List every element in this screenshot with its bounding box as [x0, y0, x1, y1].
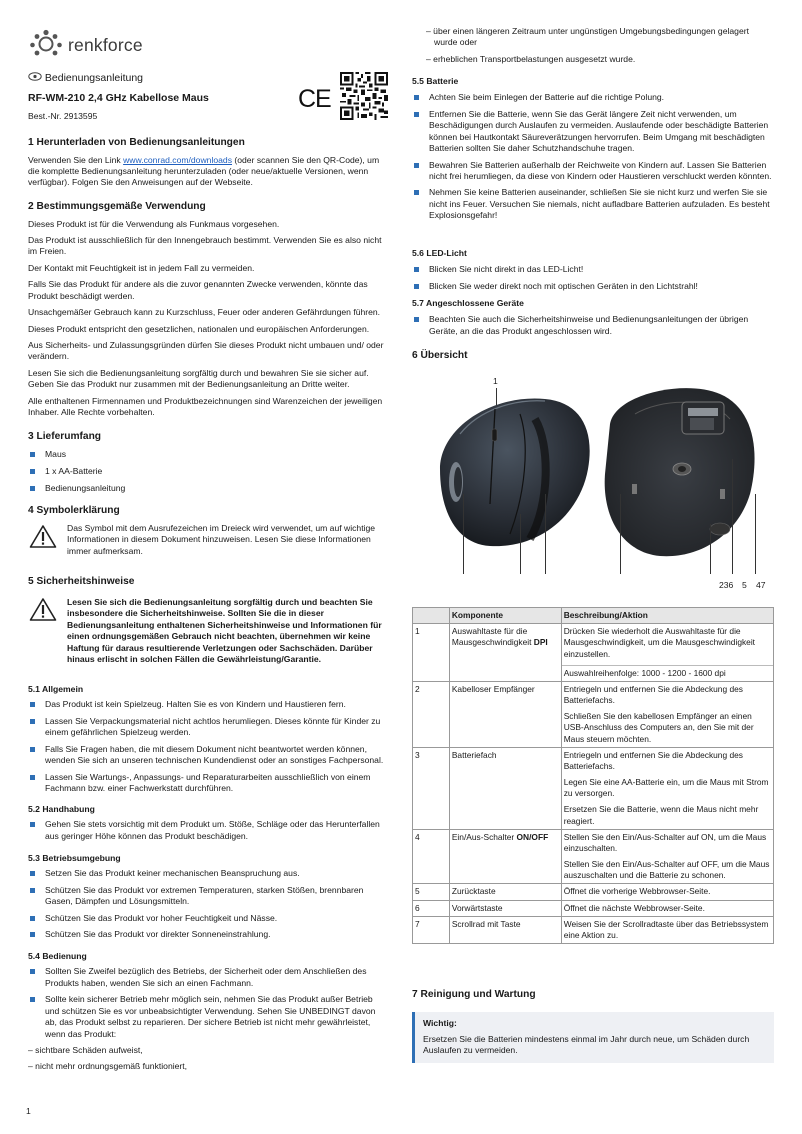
dash-item: – über einen längeren Zeitraum unter ungünstigen Umgebungsbedingungen gelagert wurde oder — [426, 26, 749, 48]
dash-item: – erheblichen Transportbelastungen ausgesetzt wurde. — [426, 53, 636, 64]
callout-line — [732, 459, 733, 574]
section-5-3 — [28, 853, 384, 946]
important-note-box — [412, 1012, 774, 1063]
desc-line: Schließen Sie den kabellosen Empfänger an einen USB-Anschluss des Computers an, den Sie mit der Maus steuern möchten. — [563, 711, 754, 744]
s1-text-post: (oder scannen Sie den QR-Code), um die komplette Bedienungsanleitung herunterzuladen (oder neue/aktuelle Versionen, wenn verfügbar). Folgen Sie den Anweisungen auf der Webseite. — [28, 154, 380, 188]
section-5-7-title: 5.7 Angeschlossene Geräte — [412, 298, 524, 308]
brand-logo — [28, 29, 168, 59]
section-2-title: 2 Bestimmungsgemäße Verwendung — [28, 201, 206, 212]
important-note-text: Ersetzen Sie die Batterien mindestens einmal im Jahr durch neue, um Schäden durch Auslaufen zu vermeiden. — [423, 1033, 750, 1056]
table-cell-desc — [561, 829, 773, 884]
table-row — [413, 624, 774, 682]
table-cell-num: 7 — [413, 916, 450, 943]
list-item: Schützen Sie das Produkt vor direkter Sonneneinstrahlung. — [28, 929, 384, 940]
list-item: Falls Sie Fragen haben, die mit diesem Dokument nicht beantwortet werden können, wenden Sie sich an unseren technischen Kundendienst oder an sonstiges Fachpersonal. — [28, 744, 384, 767]
callout-label-1: 1 — [493, 376, 498, 386]
mouse-overview-figure — [420, 374, 770, 590]
table-row — [413, 900, 774, 916]
section-4-title: 4 Symbolerklärung — [28, 505, 120, 516]
section-5-6-title: 5.6 LED-Licht — [412, 248, 467, 258]
table-cell-component: Batteriefach — [449, 747, 561, 829]
list-item: Sollten Sie Zweifel bezüglich des Betriebs, der Sicherheit oder dem Anschließen des Produkts haben, wenden Sie sich an einen Fachmann. — [28, 966, 384, 989]
devices-list — [412, 314, 774, 337]
section-5-5 — [412, 76, 774, 227]
paragraph: Der Kontakt mit Feuchtigkeit ist in jedem Fall zu vermeiden. — [28, 262, 255, 273]
table-row — [413, 747, 774, 829]
table-cell-component: Scrollrad mit Taste — [449, 916, 561, 943]
operation-list-continued — [426, 26, 774, 70]
desc-line: Legen Sie eine AA-Batterie ein, um die Maus mit Strom zu versorgen. — [563, 777, 769, 799]
callout-line — [620, 494, 621, 574]
table-cell-desc — [561, 681, 773, 747]
list-item: Lassen Sie Wartungs-, Anpassungs- und Reparaturarbeiten ausschließlich von einem Fachmann bzw. einer Fachwerkstatt durchführen. — [28, 772, 384, 795]
desc-line: Entriegeln und entfernen Sie die Abdeckung des Batteriefachs. — [563, 683, 743, 706]
paragraph: Aus Sicherheits- und Zulassungsgründen dürfen Sie dieses Produkt nicht umbauen und/ oder verändern. — [28, 339, 384, 362]
list-item: Blicken Sie weder direkt noch mit optischen Geräten in den Lichtstrahl! — [412, 281, 774, 292]
eye-icon — [28, 72, 42, 81]
list-item: Blicken Sie nicht direkt in das LED-Licht! — [412, 264, 774, 275]
section-5 — [28, 575, 384, 665]
environment-list — [28, 868, 384, 940]
table-row — [413, 916, 774, 943]
warning-triangle-icon — [29, 597, 57, 622]
table-cell-num: 4 — [413, 829, 450, 884]
section-7 — [412, 988, 774, 1063]
section-5-4 — [28, 951, 384, 1078]
list-item: 1 x AA-Batterie — [28, 466, 384, 477]
handling-list — [28, 819, 384, 842]
section-5-7 — [412, 298, 774, 342]
paragraph: Dieses Produkt ist für die Verwendung als Funkmaus vorgesehen. — [28, 218, 280, 229]
list-item: Das Produkt ist kein Spielzeug. Halten Sie es von Kindern und Haustieren fern. — [28, 699, 384, 710]
section-5-1 — [28, 684, 384, 799]
battery-list — [412, 92, 774, 221]
important-note-title: Wichtig: — [423, 1017, 457, 1028]
renkforce-logo-icon — [28, 29, 64, 59]
download-link[interactable]: www.conrad.com/downloads — [123, 154, 232, 165]
brand-name: renkforce — [68, 35, 143, 55]
component-table — [412, 607, 774, 944]
table-cell-component — [449, 624, 561, 682]
list-item: Nehmen Sie keine Batterien auseinander, schließen Sie sie nicht kurz und werfen Sie sie nicht ins Feuer. Versuchen Sie niemals, nicht aufladbare Batterien aufzuladen. Es besteht Explosionsgefahr! — [412, 187, 774, 221]
table-cell-component: Vorwärtstaste — [449, 900, 561, 916]
list-item: Schützen Sie das Produkt vor hoher Feuchtigkeit und Nässe. — [28, 913, 384, 924]
led-list — [412, 264, 774, 292]
list-item: Entfernen Sie die Batterie, wenn Sie das Gerät längere Zeit nicht verwenden, um Beschädigungen durch Auslaufen zu vermeiden. Auslaufende oder beschädigte Batterien können bei Hautkontakt Säureverätzungen hervorrufen. Beim Umgang mit beschädigten Batterien sollten Sie daher Schutzhandschuhe tragen. — [412, 109, 774, 155]
callout-line — [463, 494, 464, 574]
table-cell-num: 6 — [413, 900, 450, 916]
paragraph: Das Produkt ist ausschließlich für den Innengebrauch bestimmt. Verwenden Sie es also nicht im Freien. — [28, 234, 382, 257]
paragraph: Lesen Sie sich die Bedienungsanleitung sorgfältig durch und bewahren Sie sie sicher auf. Geben Sie das Produkt nur zusammen mit der Bedienungsanleitung an Dritte weiter. — [28, 367, 369, 390]
table-cell-num: 1 — [413, 624, 450, 682]
table-header: Beschreibung/Aktion — [561, 608, 773, 624]
dash-item: – sichtbare Schäden aufweist, — [28, 1044, 143, 1055]
s1-text-pre: Verwenden Sie den Link — [28, 154, 124, 165]
table-header: Komponente — [449, 608, 561, 624]
list-item: Bedienungsanleitung — [28, 483, 384, 494]
section-1 — [28, 136, 384, 194]
callout-label-47: 47 — [756, 580, 766, 590]
paragraph: Unsachgemäßer Gebrauch kann zu Kurzschluss, Feuer oder anderen Gefährdungen führen. — [28, 307, 381, 318]
table-cell-desc: Öffnet die vorherige Webbrowser-Seite. — [561, 884, 773, 900]
table-cell-desc: Öffnet die nächste Webbrowser-Seite. — [561, 900, 773, 916]
list-item: Maus — [28, 449, 384, 460]
callout-label-236: 236 — [719, 580, 734, 590]
desc-line: Entriegeln und entfernen Sie die Abdeckung des Batteriefachs. — [563, 749, 743, 771]
table-cell-desc: Weisen Sie der Scrollradtaste über das Betriebssystem eine Aktion zu. — [561, 916, 773, 943]
paragraph: Dieses Produkt entspricht den gesetzlichen, nationalen und europäischen Anforderungen. — [28, 323, 370, 334]
page-number: 1 — [26, 1106, 31, 1116]
order-number: Best.-Nr. 2913595 — [28, 110, 98, 121]
section-7-title: 7 Reinigung und Wartung — [412, 989, 536, 1000]
section-6-title-wrap — [412, 349, 774, 363]
operation-list — [28, 966, 384, 1040]
table-row — [413, 681, 774, 747]
callout-line — [710, 524, 711, 574]
component-name: Ein/Aus-Schalter — [451, 831, 517, 842]
section-5-2 — [28, 804, 384, 847]
ce-mark-glyph: CE — [298, 85, 331, 113]
warning-triangle-icon — [29, 524, 57, 549]
paragraph: Alle enthaltenen Firmennamen und Produktbezeichnungen sind Warenzeichen der jeweiligen Inhaber. Alle Rechte vorbehalten. — [28, 395, 383, 418]
component-name-bold: ON/OFF — [516, 831, 549, 842]
section-5-4-title: 5.4 Bedienung — [28, 951, 87, 961]
section-5-5-title: 5.5 Batterie — [412, 76, 459, 86]
table-cell-component — [449, 829, 561, 884]
section-2-body — [28, 219, 384, 419]
table-cell-desc — [561, 747, 773, 829]
scope-list — [28, 449, 384, 495]
desc-line: Stellen Sie den Ein/Aus-Schalter auf OFF, um die Maus auszuschalten und die Batterie zu schonen. — [563, 859, 770, 881]
mouse-photo — [420, 374, 770, 574]
list-item: Setzen Sie das Produkt keiner mechanischen Beanspruchung aus. — [28, 868, 384, 879]
component-name-bold: DPI — [533, 637, 548, 648]
table-header — [413, 608, 450, 624]
section-3-title: 3 Lieferumfang — [28, 431, 102, 442]
list-item: Lassen Sie Verpackungsmaterial nicht achtlos herumliegen. Dieses könnte für Kinder zu einem gefährlichen Spielzeug werden. — [28, 716, 384, 739]
table-cell-num: 2 — [413, 681, 450, 747]
callout-line — [755, 494, 756, 574]
desc-line: Drücken Sie wiederholt die Auswahltaste für die Mausgeschwindigkeit, um die Mausgeschwindigkeit einzustellen. — [563, 626, 756, 659]
desc-line: Stellen Sie den Ein/Aus-Schalter auf ON, um die Maus einzuschalten. — [563, 831, 767, 853]
list-item: Sollte kein sicherer Betrieb mehr möglich sein, nehmen Sie das Produkt außer Betrieb und schützen Sie es vor unbeabsichtigter Verwendung. Sehen Sie UNBEDINGT davon ab, das Produkt selbst zu reparieren. Der sichere Betrieb ist nicht mehr gewährleistet, wenn das Produkt: — [28, 994, 384, 1040]
table-row — [413, 884, 774, 900]
list-item: Gehen Sie stets vorsichtig mit dem Produkt um. Stöße, Schläge oder das Herunterfallen aus geringer Höhe können das Produkt beschädigen. — [28, 819, 384, 842]
general-list — [28, 699, 384, 794]
table-cell-component: Zurücktaste — [449, 884, 561, 900]
product-title: RF-WM-210 2,4 GHz Kabellose Maus — [28, 91, 209, 104]
section-6-title: 6 Übersicht — [412, 350, 468, 361]
table-row — [413, 829, 774, 884]
dash-item: – nicht mehr ordnungsgemäß funktioniert, — [28, 1061, 188, 1072]
section-3 — [28, 430, 384, 500]
safety-warning-text: Lesen Sie sich die Bedienungsanleitung sorgfältig durch und beachten Sie insbesondere die Sicherheitshinweise. Sollten Sie die in dieser Bedienungsanleitung enthaltenen Sicherheitshinweise und Informationen für einen ordnungsgemäßen Gebrauch nicht beachten, übernehmen wir keine Haftung für daraus resultierende Verletzungen oder Sachschäden. Darüber hinaus erlischt in solchen Fällen die Gewährleistung/Garantie. — [67, 597, 382, 665]
paragraph: Falls Sie das Produkt für andere als die zuvor genannten Zwecke verwenden, könnte das Produkt beschädigt werden. — [28, 279, 368, 301]
list-item: Bewahren Sie Batterien außerhalb der Reichweite von Kindern auf. Lassen Sie Batterien nicht frei herumliegen, da diese von Kindern oder Haustieren verschluckt werden könnten. — [412, 160, 774, 183]
callout-label-5: 5 — [742, 580, 747, 590]
list-item: Schützen Sie das Produkt vor extremen Temperaturen, starken Stößen, brennbaren Gasen, Dämpfen und Lösungsmitteln. — [28, 885, 384, 908]
table-cell-component: Kabelloser Empfänger — [449, 681, 561, 747]
list-item: Achten Sie beim Einlegen der Batterie auf die richtige Polung. — [412, 92, 774, 103]
section-4-text: Das Symbol mit dem Ausrufezeichen im Dreieck wird verwendet, um auf wichtige Informationen in diesem Dokument hinzuweisen. Lesen Sie diese Informationen immer aufmerksam. — [67, 523, 376, 556]
table-cell-num: 5 — [413, 884, 450, 900]
section-1-title: 1 Herunterladen von Bedienungsanleitungen — [28, 137, 245, 148]
section-4 — [28, 504, 384, 556]
section-5-3-title: 5.3 Betriebsumgebung — [28, 853, 121, 863]
callout-line — [520, 514, 521, 574]
section-5-title: 5 Sicherheitshinweise — [28, 576, 135, 587]
doc-type: Bedienungsanleitung — [44, 72, 144, 84]
table-cell-desc — [561, 624, 773, 682]
table-cell-num: 3 — [413, 747, 450, 829]
callout-line — [545, 494, 546, 574]
desc-line: Auswahlreihenfolge: 1000 - 1200 - 1600 dpi — [562, 665, 773, 679]
list-item: Beachten Sie auch die Sicherheitshinweise und Bedienungsanleitungen der übrigen Geräte, an die das Produkt angeschlossen wird. — [412, 314, 774, 337]
section-2 — [28, 200, 384, 423]
section-5-6 — [412, 248, 774, 297]
qr-code-icon[interactable] — [340, 72, 388, 120]
section-5-2-title: 5.2 Handhabung — [28, 804, 95, 814]
section-1-text — [28, 155, 384, 189]
section-5-1-title: 5.1 Allgemein — [28, 684, 84, 694]
component-name: Auswahltaste für die Mausgeschwindigkeit — [451, 626, 534, 648]
table-header-row — [413, 608, 774, 624]
desc-line: Ersetzen Sie die Batterie, wenn die Maus nicht mehr reagiert. — [563, 804, 759, 826]
